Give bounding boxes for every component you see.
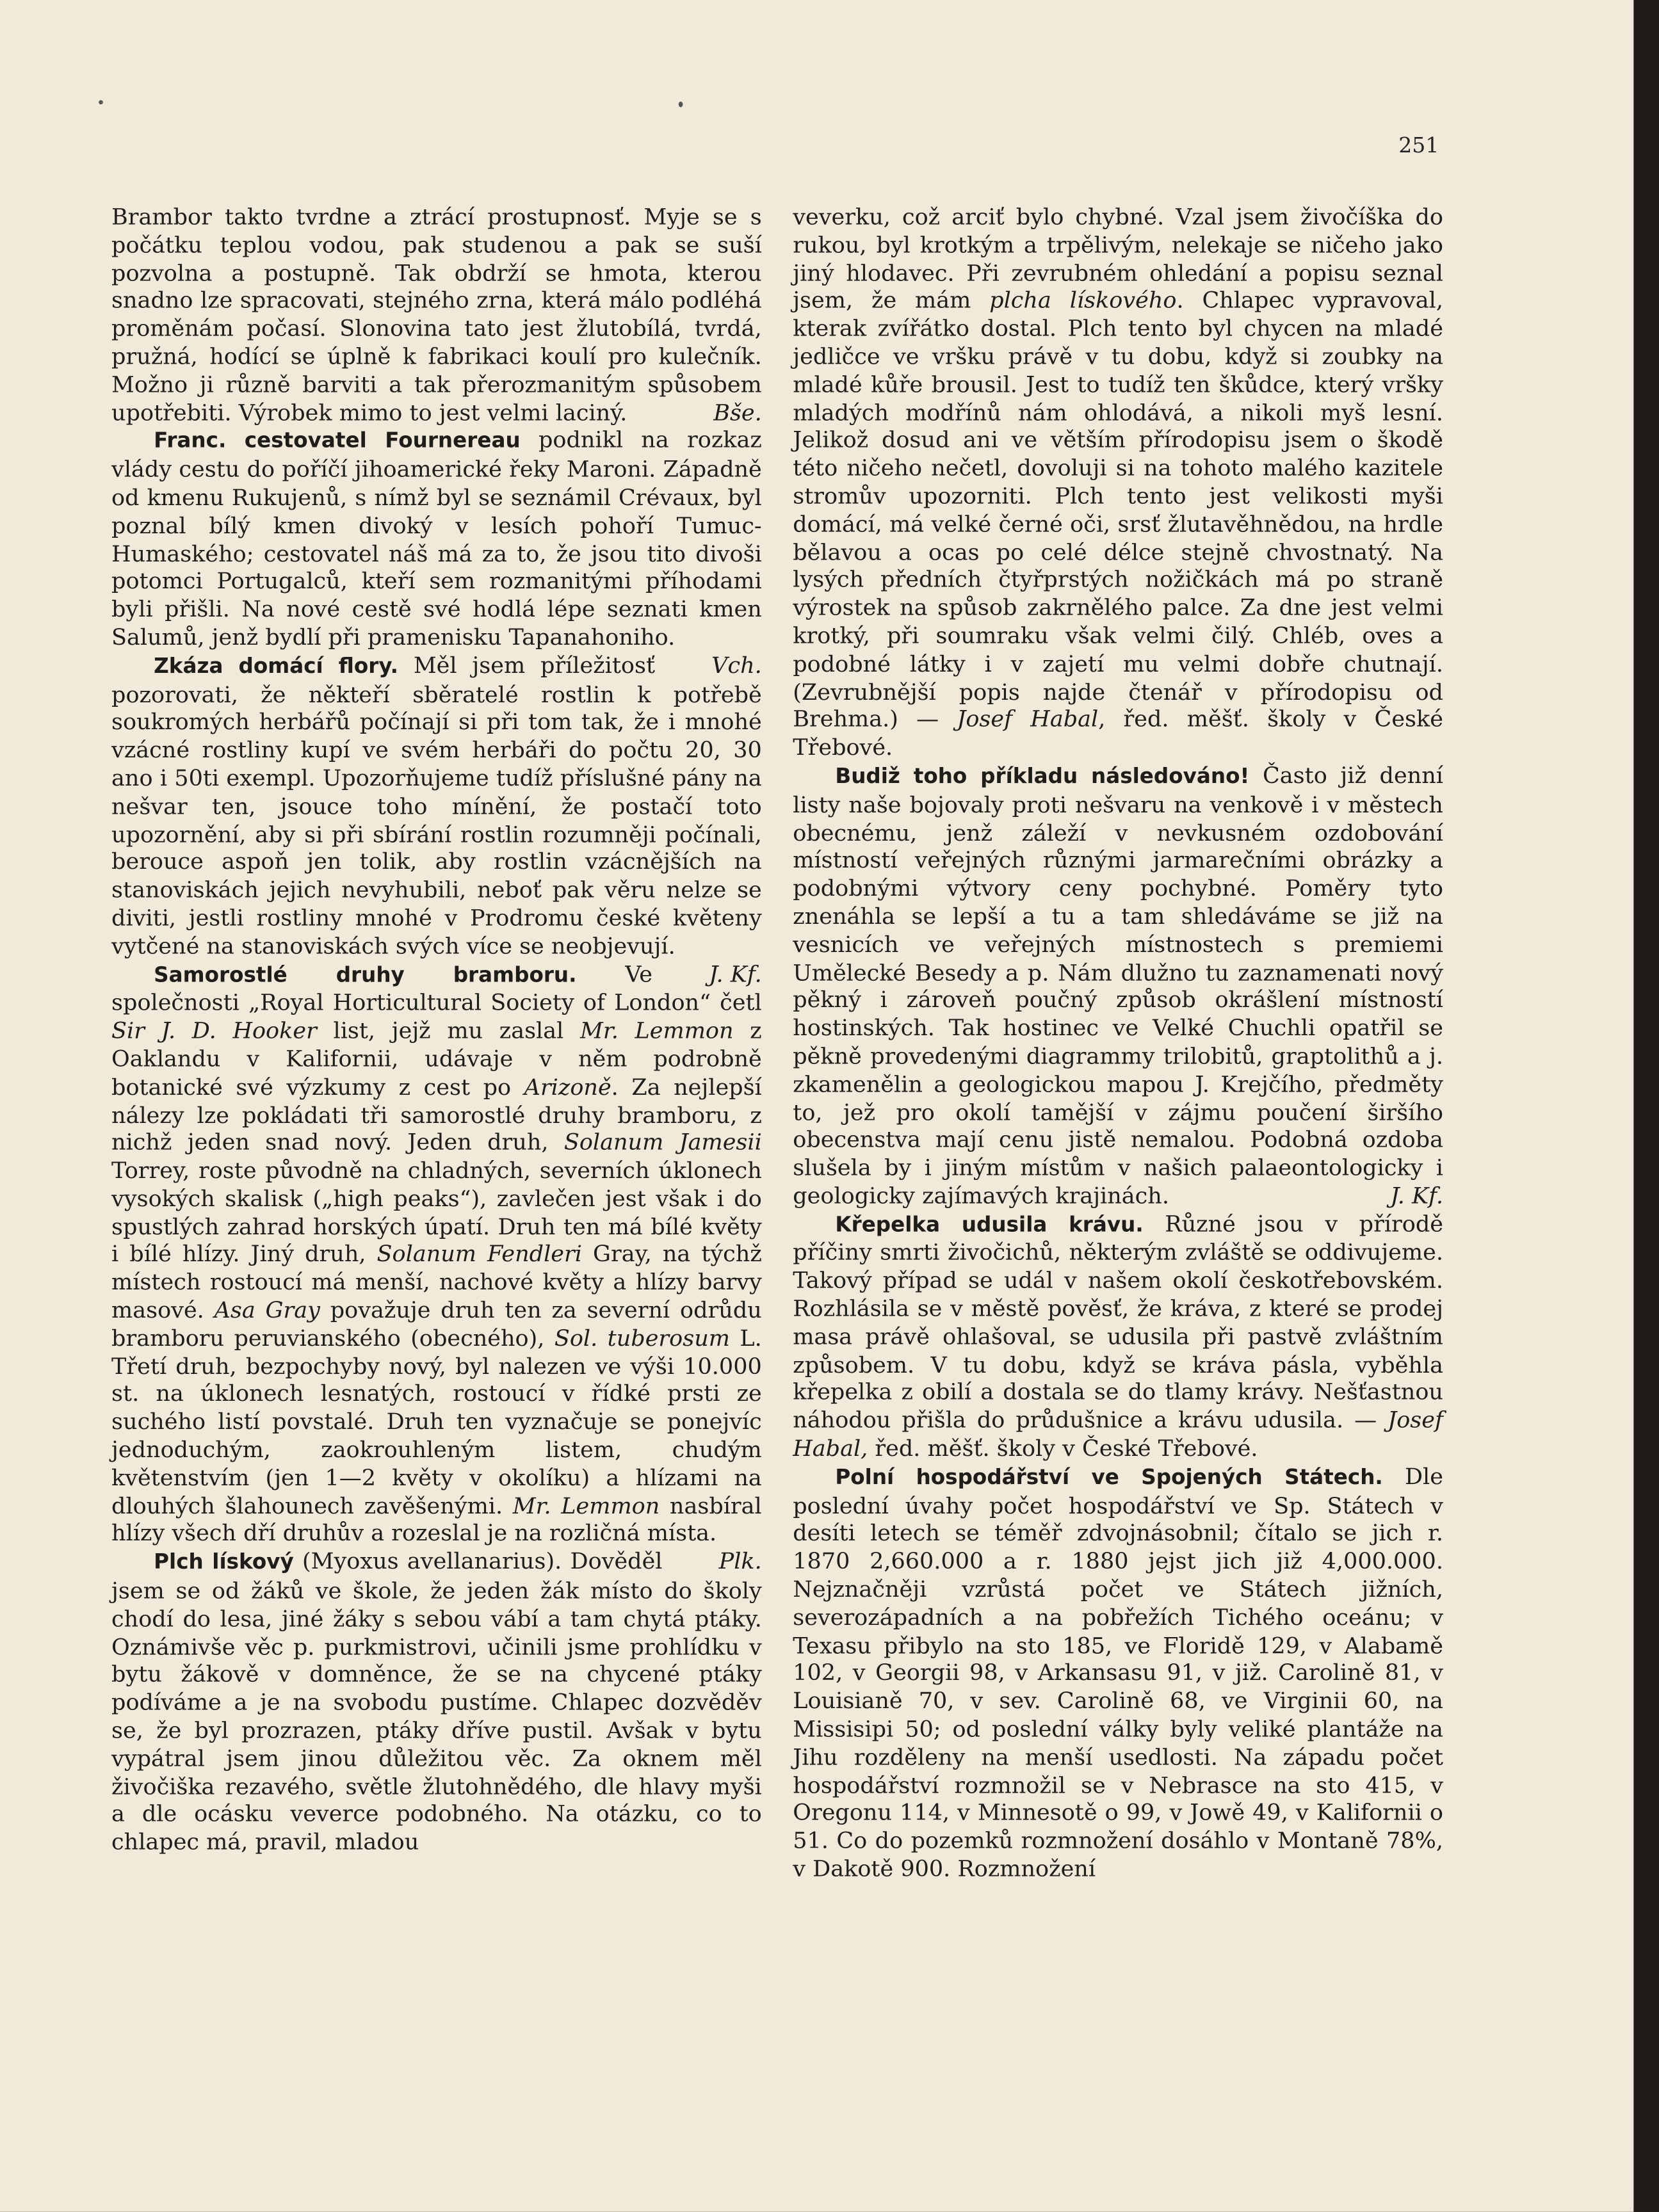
scan-gutter: [1633, 0, 1659, 2212]
article-heading: Plch lískový: [154, 1550, 294, 1575]
article-potato-species: Samorostlé druhy bramboru. Ve společnosti „Royal Horticultural Society of London“ četl Sir J. D. Hooker list, jejž mu zaslal Mr. Lemmon z Oaklandu v Kalifornii, udávaje v něm podrobně botanické své výzkumy z cest po Arizoně. Za nejlepší nálezy lze pokládati tři samorostlé druhy bramboru, z nichž jeden snad nový. Jeden druh, Solanum Jamesii Torrey, roste původně na chladných, severních úklonech vysokých skalisk („high peaks“), zavlečen jest však i do spustlých zahrad horských úpatí. Druh ten má bílé květy i bílé hlízy. Jiný druh, Solanum Fendleri Gray, na týchž místech rostoucí má menší, nachové květy a hlízy barvy masové. Asa Gray považuje druh ten za severní odrůdu bramboru peruvianského (obecného), Sol. tuberosum L. Třetí druh, bezpochyby nový, byl nalezen ve výši 10.000 st. na úklonech lesnatých, rostoucí v řídké prsti ze suchého listí povstalé. Druh ten vyznačuje se ponejvíc jednoduchým, zaokrouhleným listem, chudým květenstvím (jen 1—2 květy v okolíku) a hlízami na dlouhých šlahounech zavěšenými. Mr. Lemmon nasbíral hlízy všech dří druhův a rozeslal je na rozličná místa. Plk.: [111, 960, 762, 1575]
paper-speck: [99, 100, 103, 104]
signature: J. Kf.: [709, 960, 762, 987]
signature: J. Kf.: [1390, 1182, 1443, 1209]
signature: Vch.: [711, 651, 762, 679]
article-heading: Křepelka udusila krávu.: [835, 1213, 1144, 1237]
article-heading: Zkáza domácí flory.: [154, 654, 399, 679]
article-dormouse-cont: veverku, což arciť bylo chybné. Vzal jsem živočíška do rukou, byl krotkým a trpělivým, nelekaje se ničeho jako jiný hlodavec. Při zevrubném ohledání a popisu seznal jsem, že mám plcha lískového. Chlapec vypravoval, kterak zvířátko dostal. Plch tento byl chycen na mladé jedličce ve vršku právě v tu dobu, když si zoubky na mladé kůře brousil. Jest to tudíž ten škůdce, který vršky mladých modřínů nám ohlodává, a nikoli myš lesní. Jelikož dosud ani ve větším přírodopisu jsem o škodě této ničeho nečetl, dovoluji si na tohoto malého kazitele stromův upozorniti. Plch tento jest velikosti myši domácí, má velké černé oči, srsť žlutavěhnědou, na hrdle bělavou a ocas po celé délce stejně chvostnatý. Na lysých předních čtyřprstých nožičkách má po straně výrostek na spůsob zakrnělého palce. Za dne jest velmi krotký, při soumraku však velmi čilý. Chléb, oves a podobné látky i v zajetí mu velmi dobře chutnají. (Zevrubnější popis najde čtenář v přírodopisu od Brehma.) — Josef Habal, řed. měšť. školy v České Třebové.: [793, 203, 1443, 761]
article-quail: Křepelka udusila krávu. Různé jsou v přírodě příčiny smrti živočichů, některým zvláště se oddivujeme. Takový případ se udál v našem okolí českotřebovském. Rozhlásila se v městě pověsť, že kráva, z které se prodej masa právě ohlašoval, se udusila při pastvě zvláštním způsobem. V tu dobu, když se kráva pásla, vyběhla křepelka z obilí a dostala se do tlamy krávy. Nešťastnou náhodou přišla do průdušnice a krávu udusila. — Josef Habal, řed. měšť. školy v České Třebové.: [793, 1209, 1443, 1462]
paper-speck: [679, 102, 683, 108]
article-inn-decoration: Budiž toho příkladu následováno! Často již denní listy naše bojovaly proti nešvaru na venkově i v městech obecnému, jenž záleží v nevkusném ozdobování místností veřejných různými jarmarečními obrázky a podobnými výtvory ceny pochybné. Poměry tyto znenáhla se lepší a tu a tam shledáváme se již na vesnicích ve veřejných místnostech s premiemi Umělecké Besedy a p. Nám dlužno tu zaznamenati nový pěkný i zároveň poučný způsob okrášlení místností hostinských. Tak hostinec ve Velké Chuchli opatřil se pěkně provedenými diagrammy trilobitů, graptolithů a j. zkamenělin a geologickou mapou J. Krejčího, předměty to, jež pro okolí tamější v zájmu poučení širšího obecenstva mají cenu jistě nemalou. Podobná ozdoba slušela by i jiným místům v našich palaeontologicky i geologicky zajímavých krajinách. J. Kf.: [793, 761, 1443, 1209]
article-flora: Zkáza domácí flory. Měl jsem příležitosť pozorovati, že někteří sběratelé rostlin k potřebě soukromých herbářů počínají si při tom tak, že i mnohé vzácné rostliny kupí ve svém herbáři do počtu 20, 30 ano i 50ti exempl. Upozorňujeme tudíž příslušné pány na nešvar ten, jsouce toho mínění, že postačí toto upozornění, aby si při sbírání rostlin rozumněji počínali, berouce aspoň jen tolik, aby rostlin vzácnějších na stanoviskách jejich nevyhubili, neboť pak věru nelze se diviti, jestli rostliny mnohé v Prodromu české květeny vytčené na stanoviskách svých více se neobjevují. J. Kf.: [111, 651, 762, 987]
article-heading: Franc. cestovatel Fournereau: [154, 429, 521, 454]
left-column: [111, 203, 762, 1856]
article-heading: Samorostlé druhy bramboru.: [154, 962, 577, 987]
article-heading: Budiž toho příkladu následováno!: [835, 764, 1250, 789]
article-potato-ivory: Brambor takto tvrdne a ztrácí prostupnosť. Myje se s počátku teplou vodou, pak studenou a pak se suší pozvolna a postupně. Tak obdrží se hmota, kterou snadno lze spracovati, stejného zrna, která málo podléhá proměnám počasí. Slonovina tato jest žlutobílá, tvrdá, pružná, hodící se úplně k fabrikaci koulí pro kulečník. Možno ji různě barviti a tak přerozmanitým spůsobem upotřebiti. Výrobek mimo to jest velmi laciný. Bše.: [111, 203, 762, 426]
article-heading: Polní hospodářství ve Spojených Státech.: [835, 1465, 1383, 1490]
article-dormouse: Plch lískový (Myoxus avellanarius). Dověděl jsem se od žáků ve škole, že jeden žák místo do školy chodí do lesa, jiné žáky s sebou vábí a tam chytá ptáky. Oznámivše věc p. purkmistrovi, učinili jsme prohlídku v bytu žákově v domněnce, že se na chycené ptáky podíváme a je na svobodu pustíme. Chlapec dozvěděv se, že byl prozrazen, ptáky dříve pustil. Avšak v bytu vypátral jsem jinou důležitou věc. Za oknem měl živočiška rezavého, světle žlutohnědého, dle hlavy myši a dle ocásku veverce podobného. Na otázku, co to chlapec má, pravil, mladou: [111, 1547, 762, 1855]
signature: Plk.: [718, 1547, 762, 1575]
article-fournereau: Franc. cestovatel Fournereau podnikl na rozkaz vlády cestu do poříčí jihoamerické řeky Maroni. Západně od kmenu Rukujenů, s nímž byl se seznámil Crévaux, byl poznal bílý kmen divoký v lesích pohoří Tumuc-Humaského; cestovatel náš má za to, že jsou tito divoši potomci Portugalců, kteří sem rozmanitými příhodami byli přišli. Na nové cestě své hodlá lépe seznati kmen Salumů, jenž bydlí při pramenisku Tapanahoniho. Vch.: [111, 426, 762, 679]
page-number: 251: [1398, 133, 1439, 158]
article-us-farms: Polní hospodářství ve Spojených Státech. Dle poslední úvahy počet hospodářství ve Sp. Státech v desíti letech se téměř zdvojnásobnil; čítalo se jich r. 1870 2,660.000 a r. 1880 jejst jich již 4,000.000. Nejznačněji vzrůstá počet ve Státech jižních, severozápadních a na pobřežích Tichého oceánu; v Texasu přibylo na sto 185, ve Floridě 129, v Alabamě 102, v Georgii 98, v Arkansasu 91, v již. Carolině 81, v Louisianě 70, v sev. Carolině 68, ve Virginii 60, na Missisipi 50; od poslední války byly veliké plantáže na Jihu rozděleny na menší usedlosti. Na západu počet hospodářství rozmnožil se v Nebrasce na sto 415, v Oregonu 114, v Minnesotě o 99, v Jowě 49, v Kalifornii o 51. Co do pozemků rozmnožení dosáhlo v Montaně 78%, v Dakotě 900. Rozmnožení: [793, 1462, 1443, 1882]
right-column: [793, 203, 1443, 1883]
signature: Bše.: [713, 398, 762, 426]
